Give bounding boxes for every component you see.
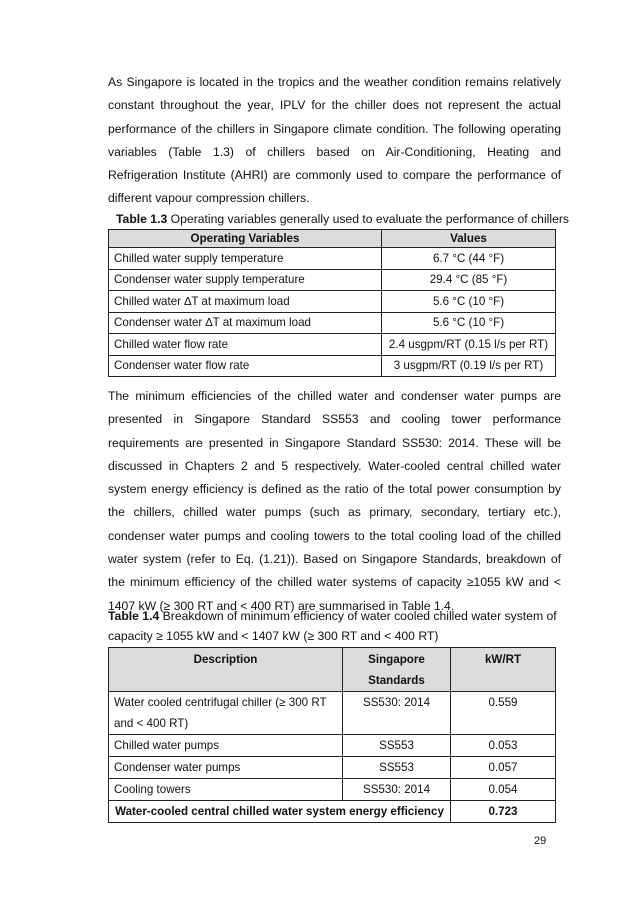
- total-value-cell: 0.723: [451, 801, 556, 823]
- standard-cell: SS553: [343, 735, 451, 757]
- variable-cell: Chilled water flow rate: [109, 334, 382, 356]
- table-row: [109, 334, 556, 356]
- value-cell: 5.6 °C (10 °F): [382, 291, 556, 313]
- table-row: [109, 248, 556, 270]
- value-cell: 5.6 °C (10 °F): [382, 312, 556, 334]
- table-row: [109, 269, 556, 291]
- value-cell: 6.7 °C (44 °F): [382, 248, 556, 270]
- table-row: [109, 757, 556, 779]
- header-values: Values: [382, 230, 556, 248]
- table-row: [109, 312, 556, 334]
- kw-rt-cell: 0.053: [451, 735, 556, 757]
- header-kw-rt: kW/RT: [451, 648, 556, 692]
- paragraph-efficiency: The minimum efficiencies of the chilled water and condenser water pumps are presented in Singapore Standard SS553 and cooling tower performance requirements are presented in Singapore Standard SS530: 2014. These will be discussed in Chapters 2 and 5 respectively. Water-cooled central chilled water system energy efficiency is defined as the ratio of the total power consumption by the chillers, chilled water pumps (such as primary, secondary, tertiary etc.), condenser water pumps and cooling towers to the total cooling load of the chilled water system (refer to Eq. (1.21)). Based on Singapore Standards, breakdown of the minimum efficiency of the chilled water systems of capacity ≥1055 kW and < 1407 kW (≥ 300 RT and < 400 RT) are summarised in Table 1.4.: [108, 389, 561, 613]
- paragraph-intro: As Singapore is located in the tropics and the weather condition remains relatively constant throughout the year, IPLV for the chiller does not represent the actual performance of the chillers in Singapore climate condition. The following operating variables (Table 1.3) of chillers based on Air-Conditioning, Heating and Refrigeration Institute (AHRI) are commonly used to compare the performance of different vapour compression chillers.: [108, 75, 561, 206]
- table-1-4-caption-text: Breakdown of minimum efficiency of water cooled chilled water system of: [159, 609, 557, 623]
- table-row: [109, 291, 556, 313]
- standard-cell: SS553: [343, 757, 451, 779]
- kw-rt-cell: 0.559: [451, 692, 556, 735]
- table-1-4-caption-line1: [108, 606, 557, 626]
- description-cell: Water cooled centrifugal chiller (≥ 300 RT and < 400 RT): [109, 692, 343, 735]
- table-row: [109, 355, 556, 377]
- table-1-3-caption: [116, 209, 569, 229]
- operating-variables-table: [108, 229, 556, 377]
- header-operating-variables: Operating Variables: [109, 230, 382, 248]
- table-total-row: [109, 801, 556, 823]
- table-row: [109, 735, 556, 757]
- standard-cell: SS530: 2014: [343, 692, 451, 735]
- header-description: Description: [109, 648, 343, 692]
- description-cell: Cooling towers: [109, 779, 343, 801]
- description-cell: Condenser water pumps: [109, 757, 343, 779]
- variable-cell: Condenser water ∆T at maximum load: [109, 312, 382, 334]
- table-header-row: [109, 648, 556, 692]
- variable-cell: Condenser water supply temperature: [109, 269, 382, 291]
- total-label-cell: Water-cooled central chilled water system energy efficiency: [109, 801, 451, 823]
- variable-cell: Chilled water supply temperature: [109, 248, 382, 270]
- value-cell: 3 usgpm/RT (0.19 l/s per RT): [382, 355, 556, 377]
- table-1-4-caption-label: Table 1.4: [108, 609, 160, 623]
- variable-cell: Chilled water ∆T at maximum load: [109, 291, 382, 313]
- standard-cell: SS530: 2014: [343, 779, 451, 801]
- description-cell: Chilled water pumps: [109, 735, 343, 757]
- value-cell: 29.4 °C (85 °F): [382, 269, 556, 291]
- table-row: [109, 779, 556, 801]
- kw-rt-cell: 0.054: [451, 779, 556, 801]
- variable-cell: Condenser water flow rate: [109, 355, 382, 377]
- table-1-4-caption-line2: capacity ≥ 1055 kW and < 1407 kW (≥ 300 RT and < 400 RT): [108, 629, 439, 643]
- table-1-3-caption-label: Table 1.3: [116, 212, 168, 226]
- table-header-row: [109, 230, 556, 248]
- kw-rt-cell: 0.057: [451, 757, 556, 779]
- header-singapore-standards: Singapore Standards: [343, 648, 451, 692]
- value-cell: 2.4 usgpm/RT (0.15 l/s per RT): [382, 334, 556, 356]
- efficiency-breakdown-table: [108, 647, 556, 823]
- page-number: 29: [534, 835, 547, 847]
- table-row: [109, 692, 556, 735]
- table-1-3-caption-text: Operating variables generally used to evaluate the performance of chillers: [167, 212, 570, 226]
